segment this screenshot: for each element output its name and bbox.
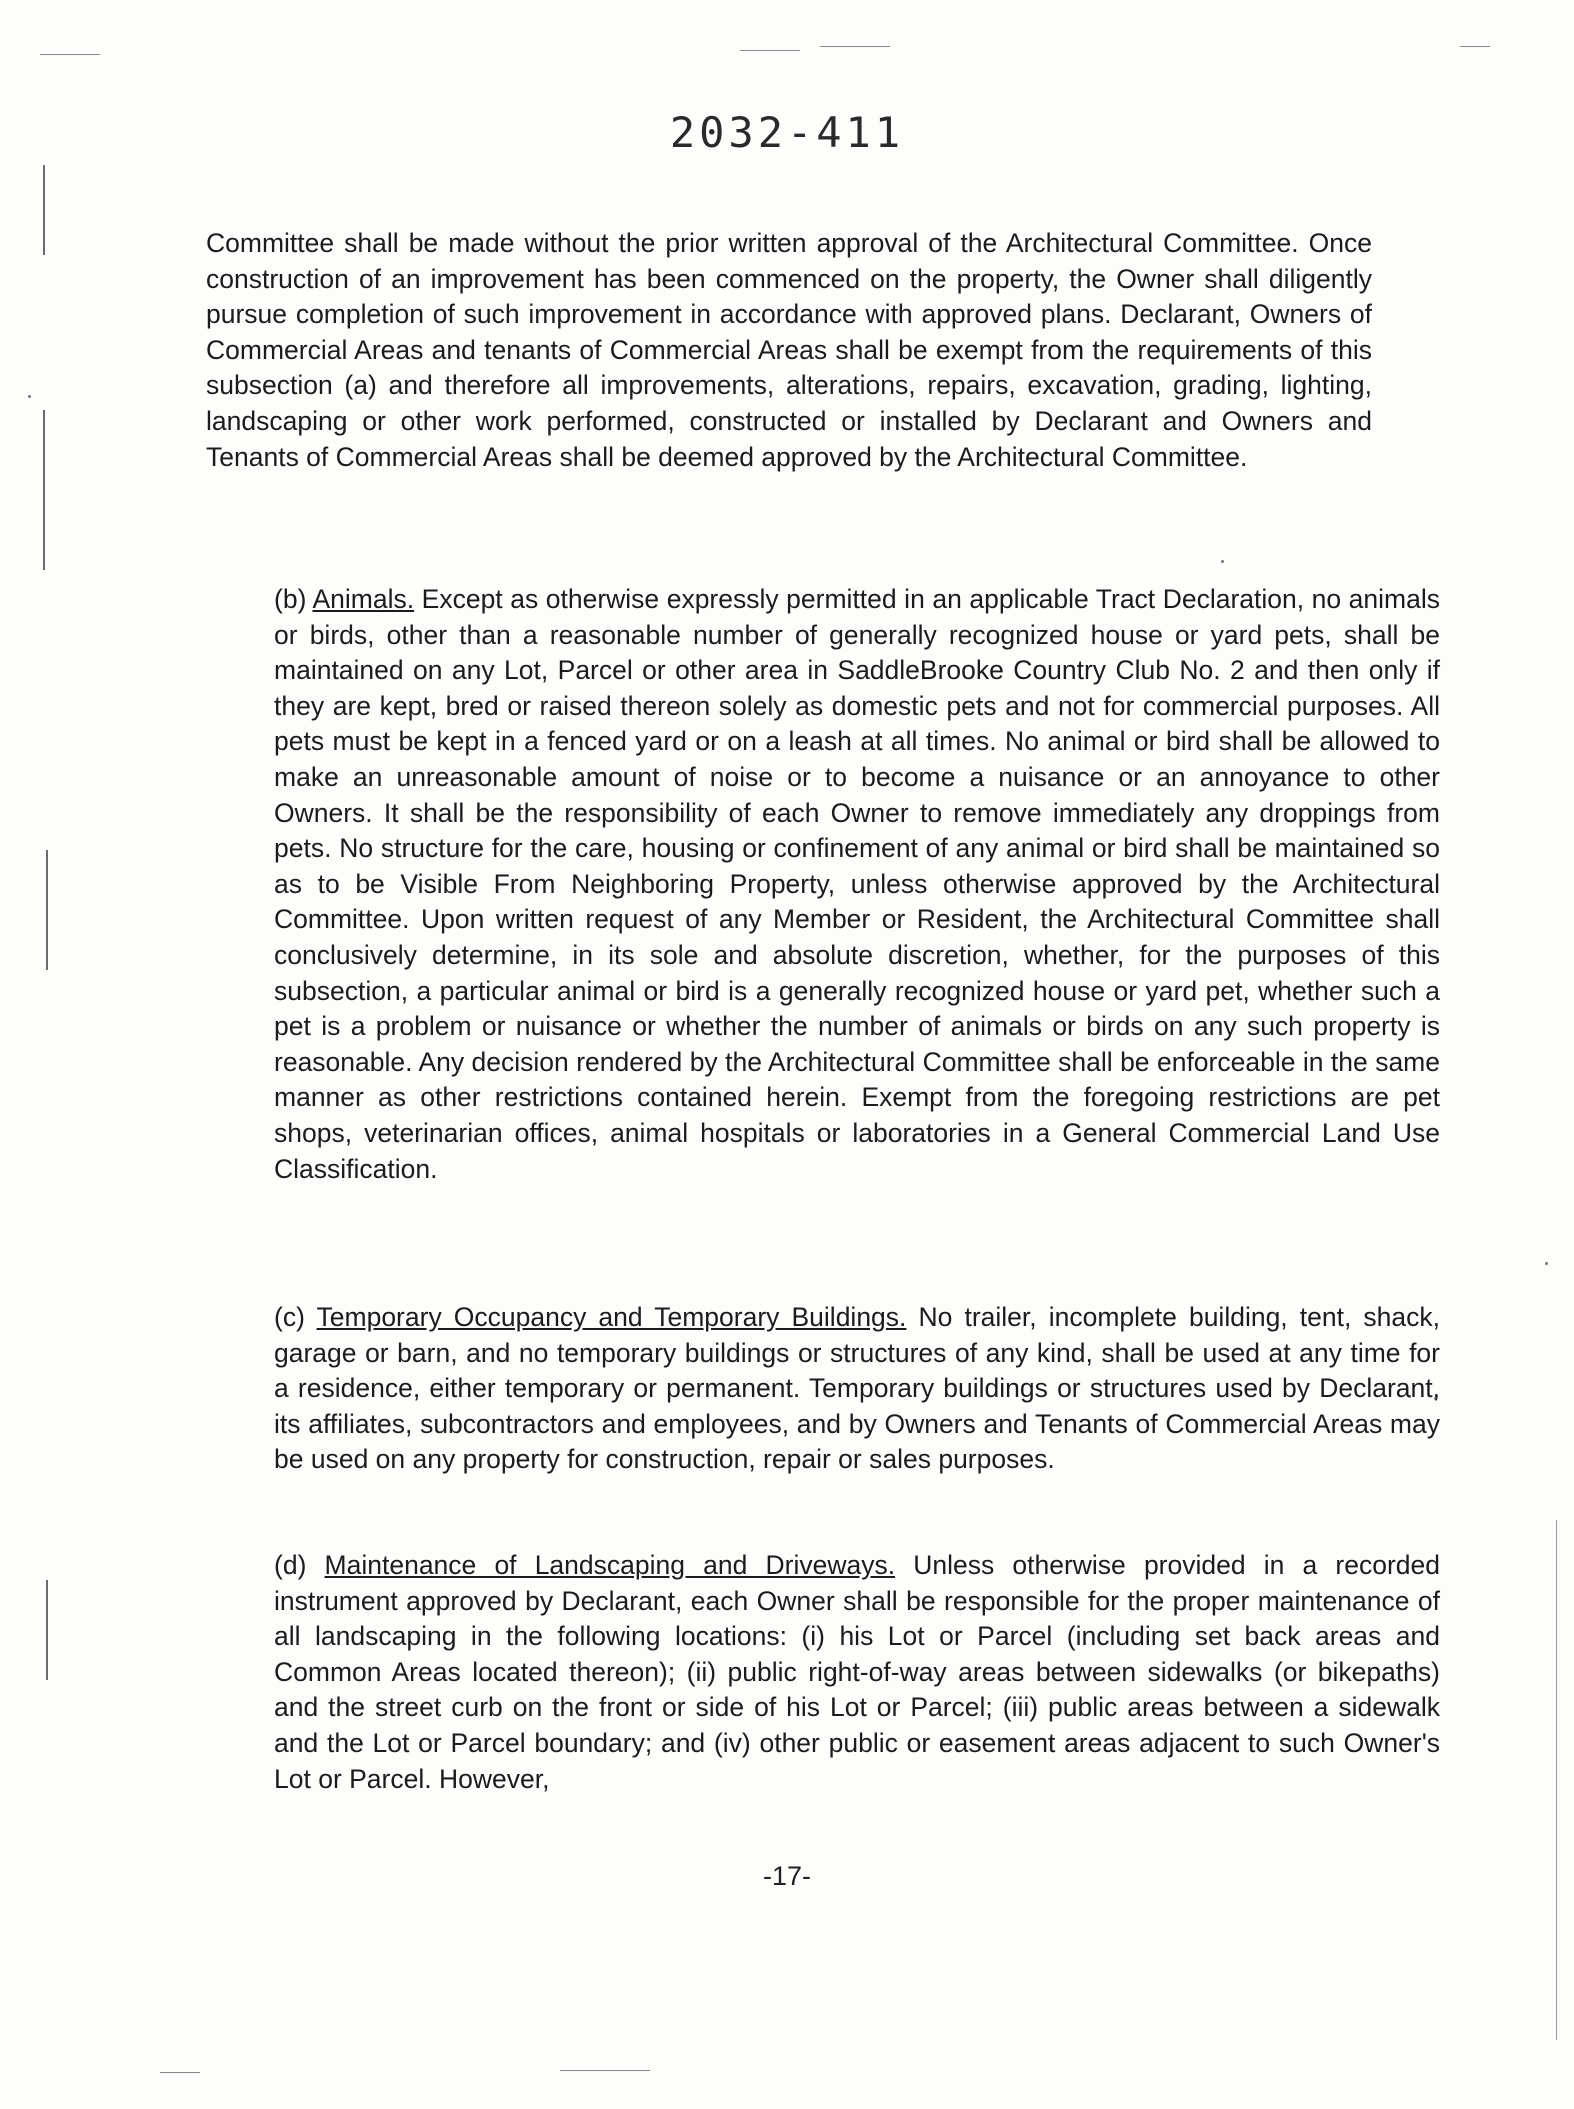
paragraph-temporary-occupancy xyxy=(206,1300,1440,1478)
scan-artifact xyxy=(740,50,800,51)
section-label: (c) xyxy=(274,1302,317,1332)
section-label: (d) xyxy=(274,1550,325,1580)
scan-speck xyxy=(1221,560,1224,563)
scan-speck xyxy=(1545,1262,1548,1265)
scan-margin-line xyxy=(1556,1520,1557,2040)
scan-margin-line xyxy=(46,850,48,970)
page-number: -17- xyxy=(762,1861,811,1891)
paragraph-animals xyxy=(206,582,1440,1187)
section-heading-animals: Animals. xyxy=(312,584,415,614)
paragraph-landscaping-maintenance xyxy=(206,1548,1440,1797)
scan-margin-line xyxy=(46,1580,48,1680)
scan-margin-line xyxy=(43,165,45,255)
scan-artifact xyxy=(820,46,890,47)
paragraph-committee-approval: Committee shall be made without the prior written approval of the Architectural Committee. Once construction of an improvement has been commenced on the property, the Owner shall diligently pursue completion of such improvement in accordance with approved plans. Declarant, Owners of Commercial Areas and tenants of Commercial Areas shall be exempt from the requirements of this subsection (a) and therefore all improvements, alterations, repairs, excavation, grading, lighting, landscaping or other work performed, constructed or installed by Declarant and Owners and Tenants of Commercial Areas shall be deemed approved by the Architectural Committee. xyxy=(206,228,1372,472)
scan-artifact xyxy=(1460,46,1490,47)
scan-margin-line xyxy=(43,410,45,570)
document-number: 2032-411 xyxy=(669,108,905,157)
section-heading-landscaping: Maintenance of Landscaping and Driveways. xyxy=(324,1550,896,1580)
scan-artifact xyxy=(560,2070,650,2071)
scan-artifact xyxy=(40,54,100,55)
section-body: Except as otherwise expressly permitted in an applicable Tract Declaration, no animals or birds, other than a reasonable number of generally recognized house or yard pets, shall be maintained on any Lot, Parcel or other area in SaddleBrooke Country Club No. 2 and then only if they are kept, bred or raised thereon solely as domestic pets and not for commercial purposes. All pets must be kept in a fenced yard or on a leash at all times. No animal or bird shall be allowed to make an unreasonable amount of noise or to become a nuisance or an annoyance to other Owners. It shall be the responsibility of each Owner to remove immediately any droppings from pets. No structure for the care, housing or confinement of any animal or bird shall be maintained so as to be Visible From Neighboring Property, unless otherwise approved by the Architectural Committee. Upon written request of any Member or Resident, the Architectural Committee shall conclusively determine, in its sole and absolute discretion, whether, for the purposes of this subsection, a particular animal or bird is a generally recognized house or yard pet, whether such a pet is a problem or nuisance or whether the number of animals or birds on any such property is reasonable. Any decision rendered by the Architectural Committee shall be enforceable in the same manner as other restrictions contained herein. Exempt from the foregoing restrictions are pet shops, veterinarian offices, animal hospitals or laboratories in a General Commercial Land Use Classification. xyxy=(274,584,1440,1184)
section-heading-temporary-occupancy: Temporary Occupancy and Temporary Buildings. xyxy=(316,1302,907,1332)
section-body: No trailer, incomplete building, tent, shack, garage or barn, and no temporary buildings or structures of any kind, shall be used at any time for a residence, either temporary or permanent. Temporary buildings or structures used by Declarant, its affiliates, subcontractors and employees, and by Owners and Tenants of Commercial Areas may be used on any property for construction, repair or sales purposes. xyxy=(274,1302,1440,1475)
scan-artifact xyxy=(160,2072,200,2073)
scan-speck xyxy=(28,395,31,398)
section-label: (b) xyxy=(274,584,313,614)
section-body: Unless otherwise provided in a recorded instrument approved by Declarant, each Owner shall be responsible for the proper maintenance of all landscaping in the following locations: (i) his Lot or Parcel (including set back areas and Common Areas located thereon); (ii) public right-of-way areas between sidewalks (or bikepaths) and the street curb on the front or side of his Lot or Parcel; (iii) public areas between a sidewalk and the Lot or Parcel boundary; and (iv) other public or easement areas adjacent to such Owner's Lot or Parcel. However, xyxy=(274,1550,1441,1794)
